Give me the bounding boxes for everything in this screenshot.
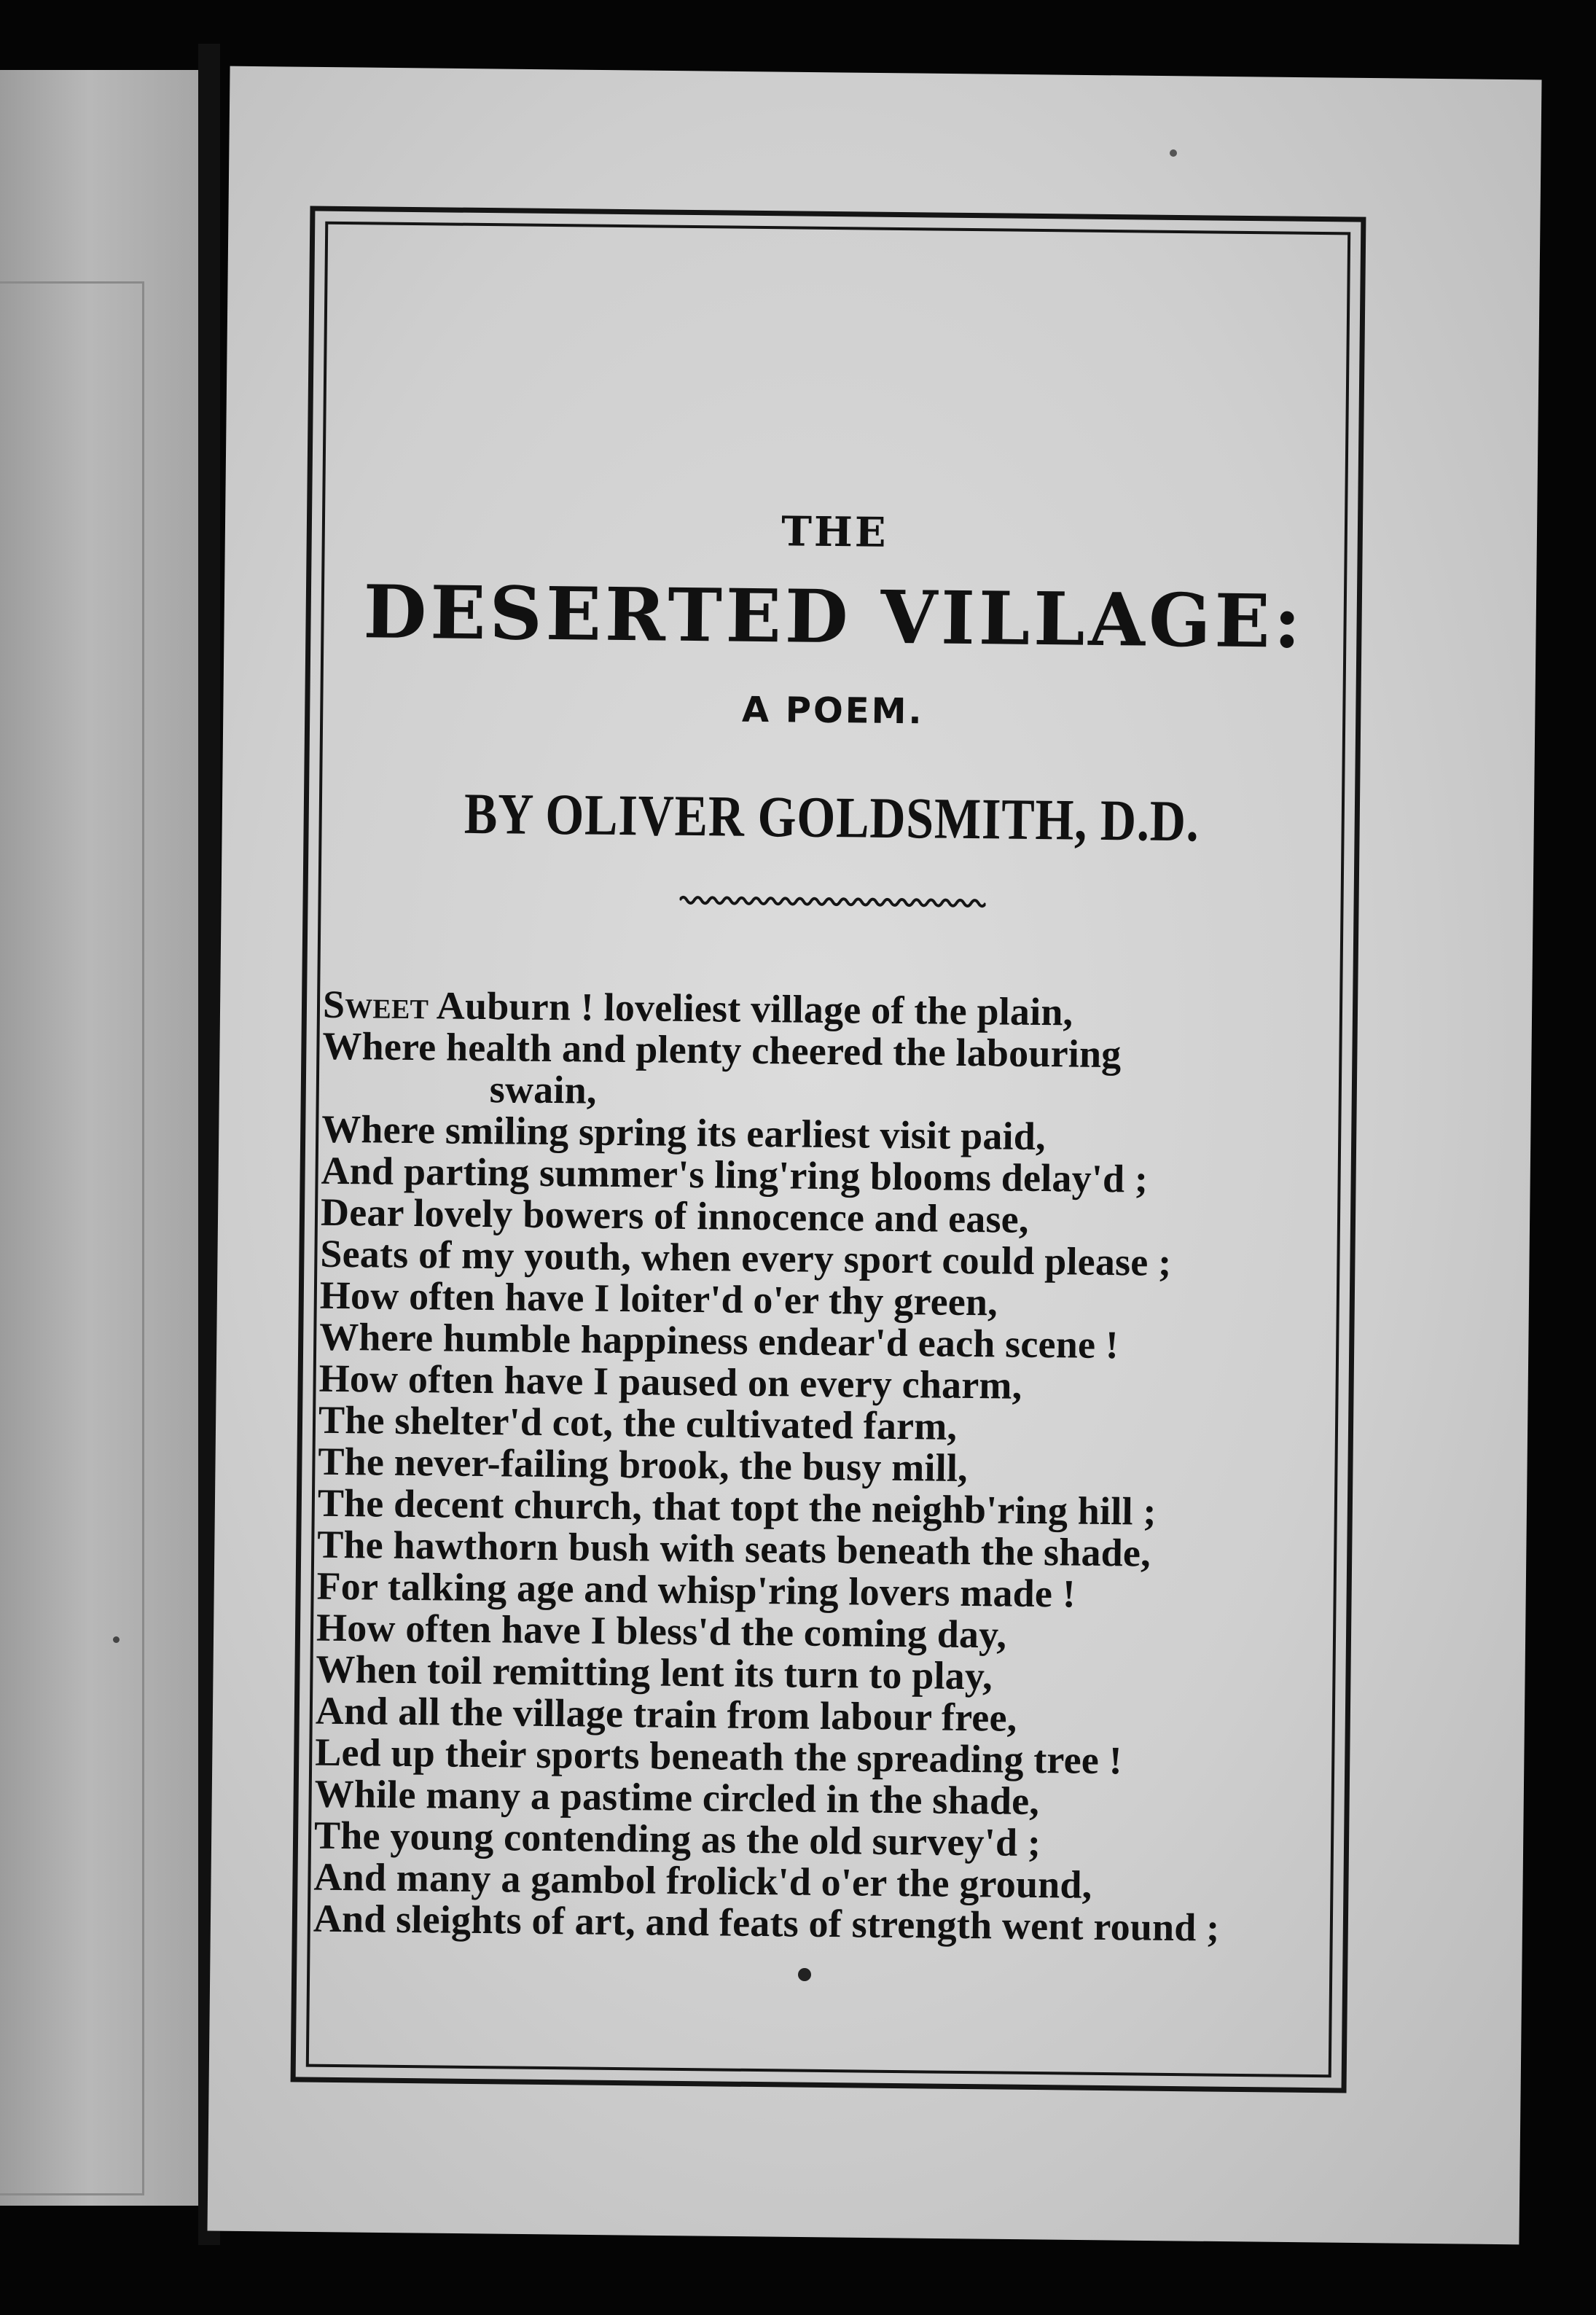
poem-text: [313, 984, 1315, 1950]
poem-line: The never-failing brook, the busy mill,: [318, 1439, 969, 1491]
poem-line: How often have I bless'd the coming day,: [316, 1605, 1007, 1657]
facing-page-border: [0, 281, 144, 2195]
ink-speck: [1170, 149, 1177, 157]
poem-line: How often have I paused on every charm,: [318, 1356, 1022, 1408]
poem-line: And many a gambol frolick'd o'er the ground,: [313, 1854, 1092, 1907]
poem-line: How often have I loiter'd o'er thy green,: [319, 1273, 998, 1324]
poem-line: Where humble happiness endear'd each scene !: [318, 1314, 1119, 1367]
title-article: THE: [781, 507, 888, 557]
page-border-outer: [291, 206, 1366, 2093]
poem-line: For talking age and whisp'ring lovers made !: [316, 1563, 1076, 1616]
poem-subtitle: A POEM.: [741, 689, 924, 733]
page-content: [296, 211, 1361, 2088]
poem-line: Seats of my youth, when every sport could please ;: [320, 1231, 1172, 1284]
poem-line: The decent church, that topt the neighb'ring hill ;: [317, 1480, 1157, 1534]
ink-speck: [798, 1968, 811, 1981]
opening-word: Sweet: [322, 982, 429, 1028]
facing-page: [0, 70, 198, 2206]
poem-line: The young contending as the old survey'd ;: [313, 1813, 1041, 1865]
poem-line: The shelter'd cot, the cultivated farm,: [318, 1397, 958, 1448]
poem-line: And all the village train from labour free,: [315, 1688, 1017, 1740]
wavy-rule-ornament: [679, 893, 985, 910]
poem-line: The hawthorn bush with seats beneath the shade,: [316, 1522, 1151, 1575]
poem-line: And parting summer's ling'ring blooms delay'd ;: [321, 1148, 1149, 1201]
poem-line: Sweet Auburn ! loveliest village of the plain,: [322, 982, 1073, 1034]
poem-line: Where health and plenty cheered the labouring: [322, 1023, 1122, 1077]
poem-line: When toil remitting lent its turn to play,: [316, 1647, 993, 1698]
poem-line: Where smiling spring its earliest visit paid,: [321, 1106, 1047, 1159]
poem-line: Led up their sports beneath the spreading tree !: [314, 1730, 1123, 1783]
poem-line: And sleights of art, and feats of strength went round ;: [313, 1896, 1220, 1950]
poem-line: While many a pastime circled in the shade,: [314, 1771, 1040, 1824]
poem-line: Dear lovely bowers of innocence and ease,: [320, 1190, 1029, 1241]
ink-speck: [113, 1636, 120, 1643]
poem-title: DESERTED VILLAGE:: [363, 569, 1305, 665]
author-line: BY OLIVER GOLDSMITH, D.D.: [463, 781, 1200, 854]
poem-line-continuation: swain,: [489, 1067, 597, 1112]
